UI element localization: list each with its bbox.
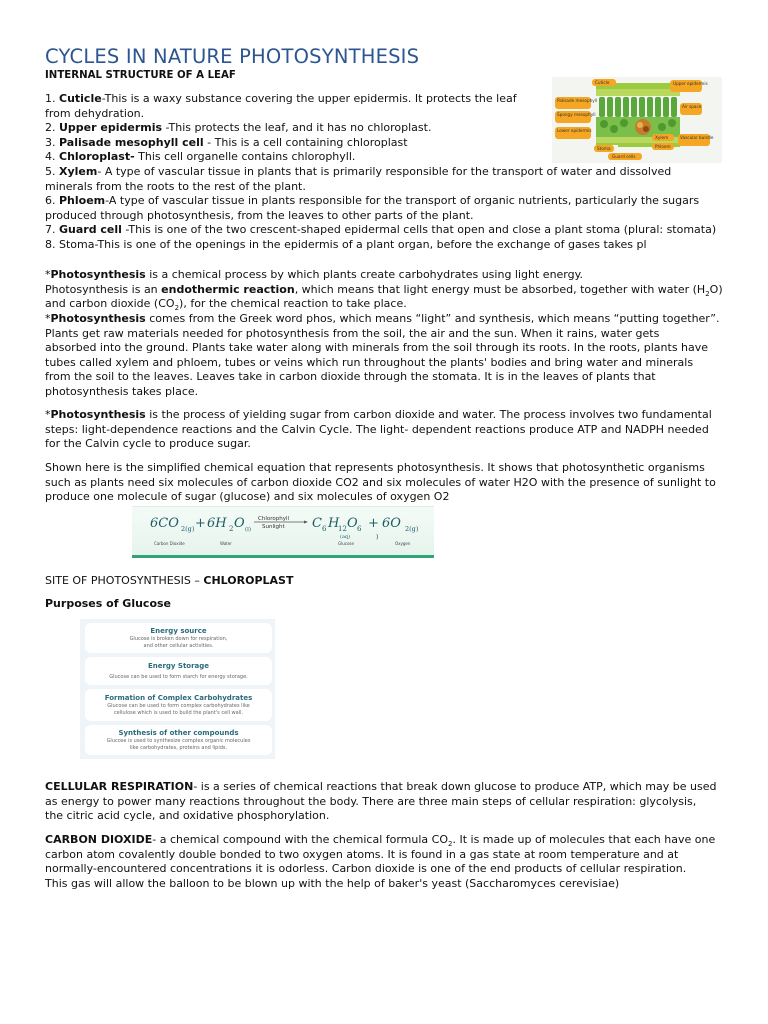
cellular-respiration-paragraph: CELLULAR RESPIRATION- is a series of chemical reactions that break down glucose to produce ATP, which may be used as energy to power many reactions throughout the body. There are three main steps of cellular respiration: glycolysis, the citric acid cycle, and oxidative phosphorylation. (45, 780, 717, 823)
list-item: 6. Phloem-A type of vascular tissue in plants responsible for the transport of organic nutrients, particularly the sugars (45, 194, 700, 208)
eq-h2o-state: (l) (245, 527, 252, 533)
purposes-of-glucose-heading: Purposes of Glucose (45, 597, 172, 610)
eq-label-oxygen: Oxygen (395, 541, 411, 546)
list-item: 5. Xylem- A type of vascular tissue in plants that is primarily responsible for the transport of water and dissolved (45, 164, 672, 178)
eq-arrow-label-bottom: Sunlight (262, 524, 285, 530)
eq-paren: ) (376, 534, 379, 541)
site-of-photosynthesis: SITE OF PHOTOSYNTHESIS – CHLOROPLAST (45, 574, 294, 587)
photosynthesis-etymology-paragraph: *Photosynthesis comes from the Greek word phos, which means “light” and synthesis, which means “putting together”. Plants get raw materials needed for photosynthesis from the soil, the air and the sun. When it rains, water gets absorbed into the ground. Plants take water along with minerals from the soil through its roots. In the roots, plants have tubes called xylem and phloem, tubes or veins which run throughout the plants' bodies and bring water and minerals from the soil to the leaves. Leaves take in carbon dioxide through the stomata. It is in the leaves of plants that photosynthesis takes place. (45, 312, 720, 398)
glucose-card-energy-source: Energy source Glucose is broken down for respiration, and other cellular activities. (85, 623, 272, 653)
eq-label-co2: Carbon Dioxide (154, 541, 185, 546)
list-item-continuation: minerals from the roots to the rest of the plant. (45, 179, 306, 193)
eq-o2: 6O (382, 516, 401, 531)
glucose-purposes-image (80, 619, 275, 759)
label-palisade: Palisade mesophyll (557, 98, 598, 103)
label-air-space: Air space (682, 104, 702, 109)
eq-glucose-sub3: 6 (357, 525, 362, 533)
list-item: 1. Cuticle-This is a waxy substance covering the upper epidermis. It protects the leaf (45, 92, 517, 105)
list-item: 2. Upper epidermis -This protects the leaf, and it has no chloroplast. (45, 121, 432, 135)
eq-plus-1: + (195, 516, 206, 531)
leaf-cross-section-image (552, 77, 722, 163)
list-item: 8. Stoma-This is one of the openings in the epidermis of a plant organ, before the exchange of gases takes pl (45, 237, 647, 251)
label-guard-cells: Guard cells (612, 154, 636, 159)
label-spongy: Spongy mesophyll (557, 112, 596, 117)
equation-svg (132, 507, 434, 555)
eq-o2-sub: 2(g) (405, 525, 419, 533)
eq-arrow-label-top: Chlorophyll (258, 516, 290, 522)
photosynthesis-equation-image (132, 506, 434, 558)
eq-glucose-state: (aq) (340, 534, 351, 540)
photosynthesis-process-paragraph: *Photosynthesis is the process of yielding sugar from carbon dioxide and water. The process involves two fundamental steps: light-dependence reactions and the Calvin Cycle. The light- dependent reactions produce ATP and NADPH needed for the Calvin cycle to produce sugar. (45, 408, 712, 451)
leaf-diagram-svg (552, 77, 722, 163)
list-item-continuation: produced through photosynthesis, from the leaves to other parts of the plant. (45, 208, 474, 222)
eq-glucose-sub2: 12 (338, 525, 347, 533)
label-phloem: Phloem (655, 144, 671, 149)
glucose-card-complex-carbohydrates: Formation of Complex Carbohydrates Glucose can be used to form complex carbohydrates like cellulose which is used to build the plant's cell wall. (85, 689, 272, 721)
eq-glucose-h: H (328, 516, 340, 531)
label-upper-epidermis: Upper epidermis (673, 81, 708, 86)
carbon-dioxide-paragraph: CARBON DIOXIDE- a chemical compound with the chemical formula $CO_2$. It is made up of molecules that each have one carbon atom covalently double bonded to two oxygen atoms. It is found in a gas state at room temperature and at normally-encountered concentrations it is odorless. Carbon dioxide is one of the end products of cellular respiration. This gas will allow the balloon to be blown up with the help of baker's yeast (Saccharomyces cerevisiae) (45, 833, 716, 890)
list-item: 4. Chloroplast- This cell organelle contains chlorophyll. (45, 150, 356, 164)
eq-label-water: Water (220, 541, 232, 546)
eq-co2: 6CO (150, 516, 179, 531)
eq-h2o: 6H (207, 516, 227, 531)
eq-co2-sub: 2(g) (181, 525, 195, 533)
list-item: 3. Palisade mesophyll cell - This is a cell containing chloroplast (45, 135, 408, 149)
leaf-structure-heading: INTERNAL STRUCTURE OF A LEAF (45, 70, 236, 81)
glucose-card-other-compounds: Synthesis of other compounds Glucose is used to synthesize complex organic molecules like carbohydrates, proteins and lipids. (85, 725, 272, 755)
label-lower-epidermis: Lower epidermis (557, 128, 592, 133)
list-item-continuation: from dehydration. (45, 106, 145, 120)
photosynthesis-definition-paragraph: *Photosynthesis is a chemical process by which plants create carbohydrates using light energy. Photosynthesis is an endothermic reaction, which means that light energy must be absorbed, together with water $(H_2O)$ and carbon dioxide $(CO_2)$, for the chemical reaction to take place. (45, 268, 723, 313)
eq-h2o-o: O (234, 516, 245, 531)
eq-h2o-sub: 2 (229, 525, 234, 533)
eq-glucose-sub1: 6 (322, 525, 327, 533)
page-title: CYCLES IN NATURE PHOTOSYNTHESIS (45, 45, 420, 68)
eq-glucose-o: O (347, 516, 358, 531)
eq-label-glucose: Glucose (338, 541, 354, 546)
label-xylem: Xylem (655, 135, 669, 140)
equation-explanation-paragraph: Shown here is the simplified chemical equation that represents photosynthesis. It shows that photosynthetic organisms such as plants need six molecules of carbon dioxide CO2 and six molecules of water H2O with the presence of sunlight to produce one molecule of sugar (glucose) and six molecules of oxygen O2 (45, 461, 716, 504)
glucose-card-energy-storage: Energy Storage Glucose can be used to form starch for energy storage. (85, 657, 272, 685)
eq-plus-2: + (368, 516, 379, 531)
eq-glucose: C (312, 516, 322, 531)
label-cuticle: Cuticle (595, 80, 610, 85)
label-stoma: Stoma (597, 146, 611, 151)
label-vascular-bundle: Vascular bundle (680, 135, 714, 140)
list-item: 7. Guard cell -This is one of the two crescent-shaped epidermal cells that open and close a plant stoma (plural: stomata) (45, 223, 717, 237)
